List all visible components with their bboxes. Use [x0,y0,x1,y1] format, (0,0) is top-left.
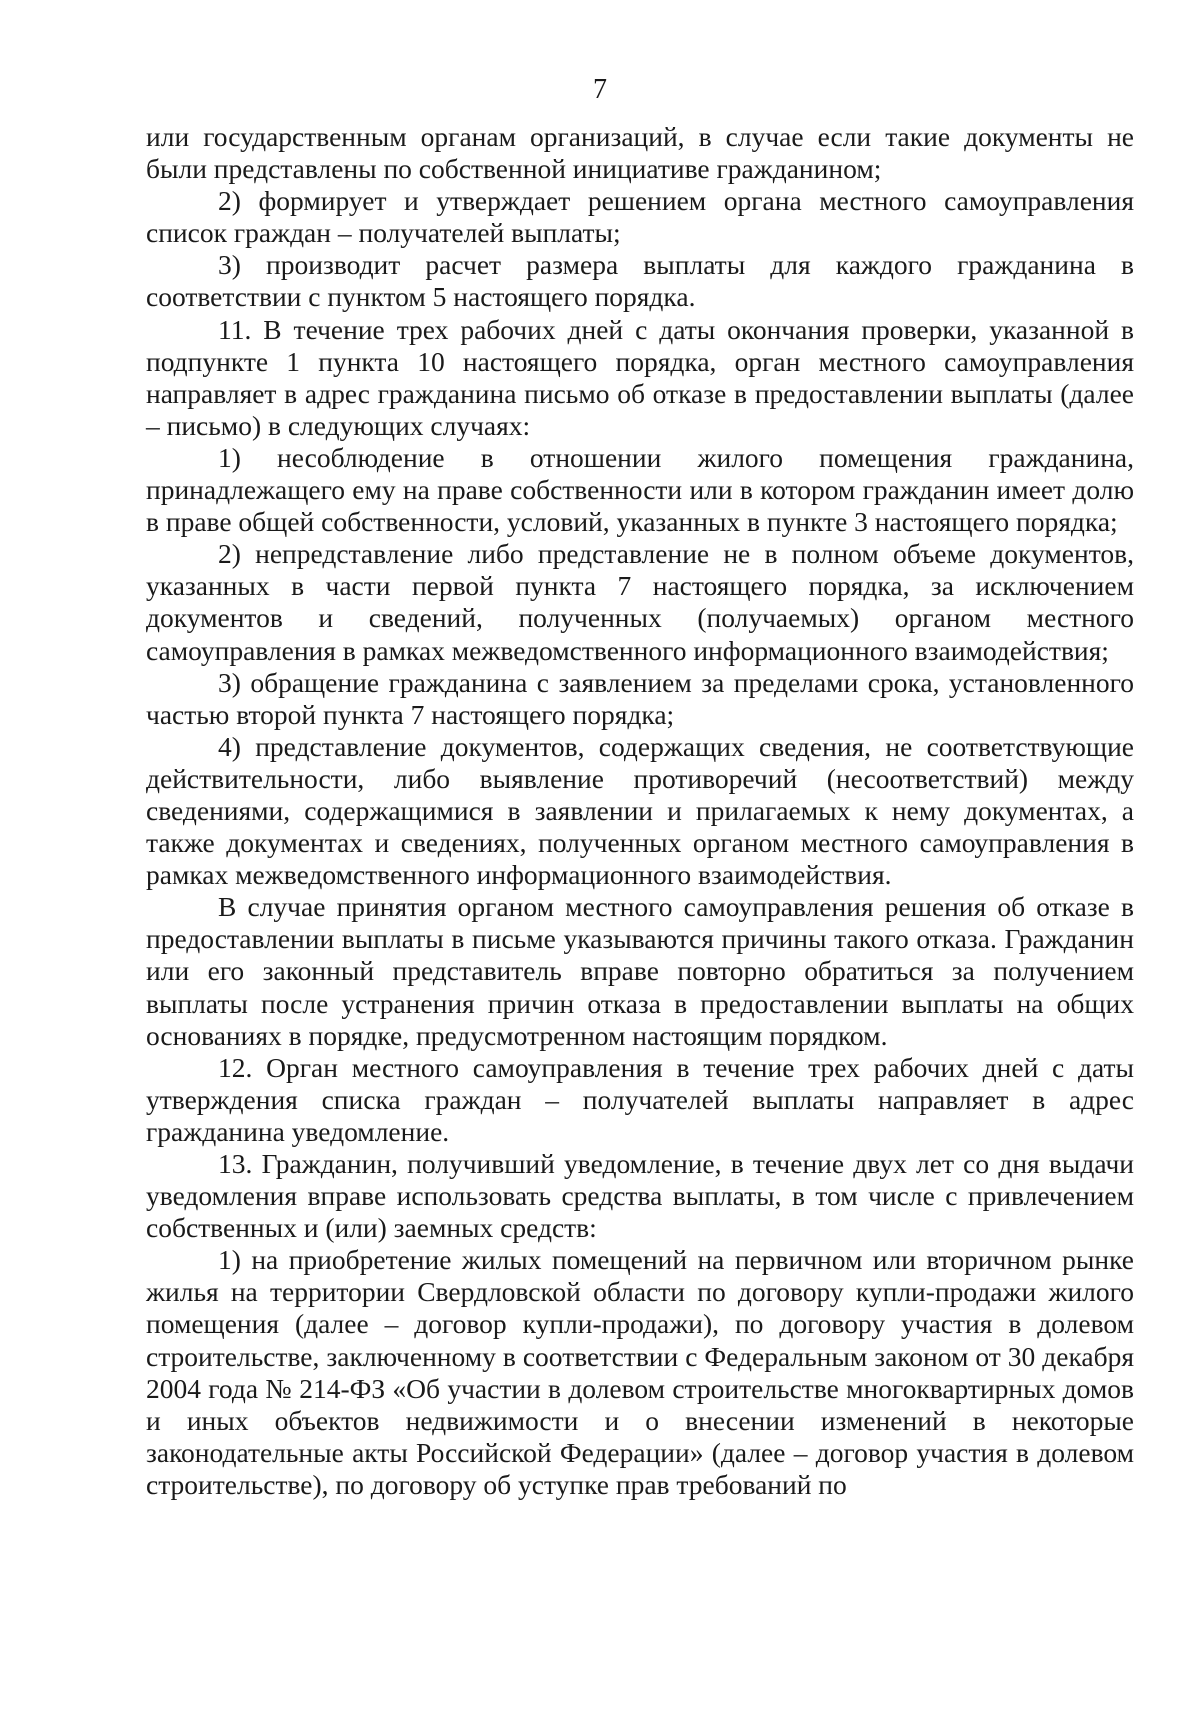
paragraph-continuation: или государственным органам организаций, в случае если такие документы не были представлены по собственной инициативе гражданином; [146,121,1134,185]
paragraph-clause-11-item-2: 2) непредставление либо представление не в полном объеме документов, указанных в части первой пункта 7 настоящего порядка, за исключением документов и сведений, полученных (получаемых) органом местного самоуправления в рамках межведомственного информационного взаимодействия; [146,538,1134,666]
paragraph-clause-12: 12. Орган местного самоуправления в течение трех рабочих дней с даты утверждения списка граждан – получателей выплаты направляет в адрес гражданина уведомление. [146,1051,1134,1147]
paragraph-clause-13: 13. Гражданин, получивший уведомление, в течение двух лет со дня выдачи уведомления вправе использовать средства выплаты, в том числе с привлечением собственных и (или) заемных средств: [146,1148,1134,1244]
paragraph-refusal-reasons: В случае принятия органом местного самоуправления решения об отказе в предоставлении выплаты в письме указываются причины такого отказа. Гражданин или его законный представитель вправе повторно обратиться за получением выплаты после устранения причин отказа в предоставлении выплаты на общих основаниях в порядке, предусмотренном настоящим порядком. [146,891,1134,1051]
page-number: 7 [593,74,607,105]
paragraph-item-2: 2) формирует и утверждает решением органа местного самоуправления список граждан – получателей выплаты; [146,185,1134,249]
paragraph-item-3: 3) производит расчет размера выплаты для каждого гражданина в соответствии с пунктом 5 настоящего порядка. [146,249,1134,313]
paragraph-clause-11-item-3: 3) обращение гражданина с заявлением за пределами срока, установленного частью второй пункта 7 настоящего порядка; [146,666,1134,730]
paragraph-clause-11-item-1: 1) несоблюдение в отношении жилого помещения гражданина, принадлежащего ему на праве собственности или в котором гражданин имеет долю в праве общей собственности, условий, указанных в пункте 3 настоящего порядка; [146,441,1134,538]
paragraph-clause-13-item-1: 1) на приобретение жилых помещений на первичном или вторичном рынке жилья на территории Свердловской области по договору купли-продажи жилого помещения (далее – договор купли-продажи), по договору участия в долевом строительстве, заключенному в соответствии с Федеральным законом от 30 декабря 2004 года № 214-ФЗ «Об участии в долевом строительстве многоквартирных домов и иных объектов недвижимости и о внесении изменений в некоторые законодательные акты Российской Федерации» (далее – договор участия в долевом строительстве), по договору об уступке прав требований по [146,1244,1134,1500]
paragraph-clause-11: 11. В течение трех рабочих дней с даты окончания проверки, указанной в подпункте 1 пункта 10 настоящего порядка, орган местного самоуправления направляет в адрес гражданина письмо об отказе в предоставлении выплаты (далее – письмо) в следующих случаях: [146,313,1134,441]
document-body [146,121,1134,1501]
paragraph-clause-11-item-4: 4) представление документов, содержащих сведения, не соответствующие действительности, либо выявление противоречий (несоответствий) между сведениями, содержащимися в заявлении и прилагаемых к нему документах, а также документах и сведениях, полученных органом местного самоуправления в рамках межведомственного информационного взаимодействия. [146,730,1134,891]
